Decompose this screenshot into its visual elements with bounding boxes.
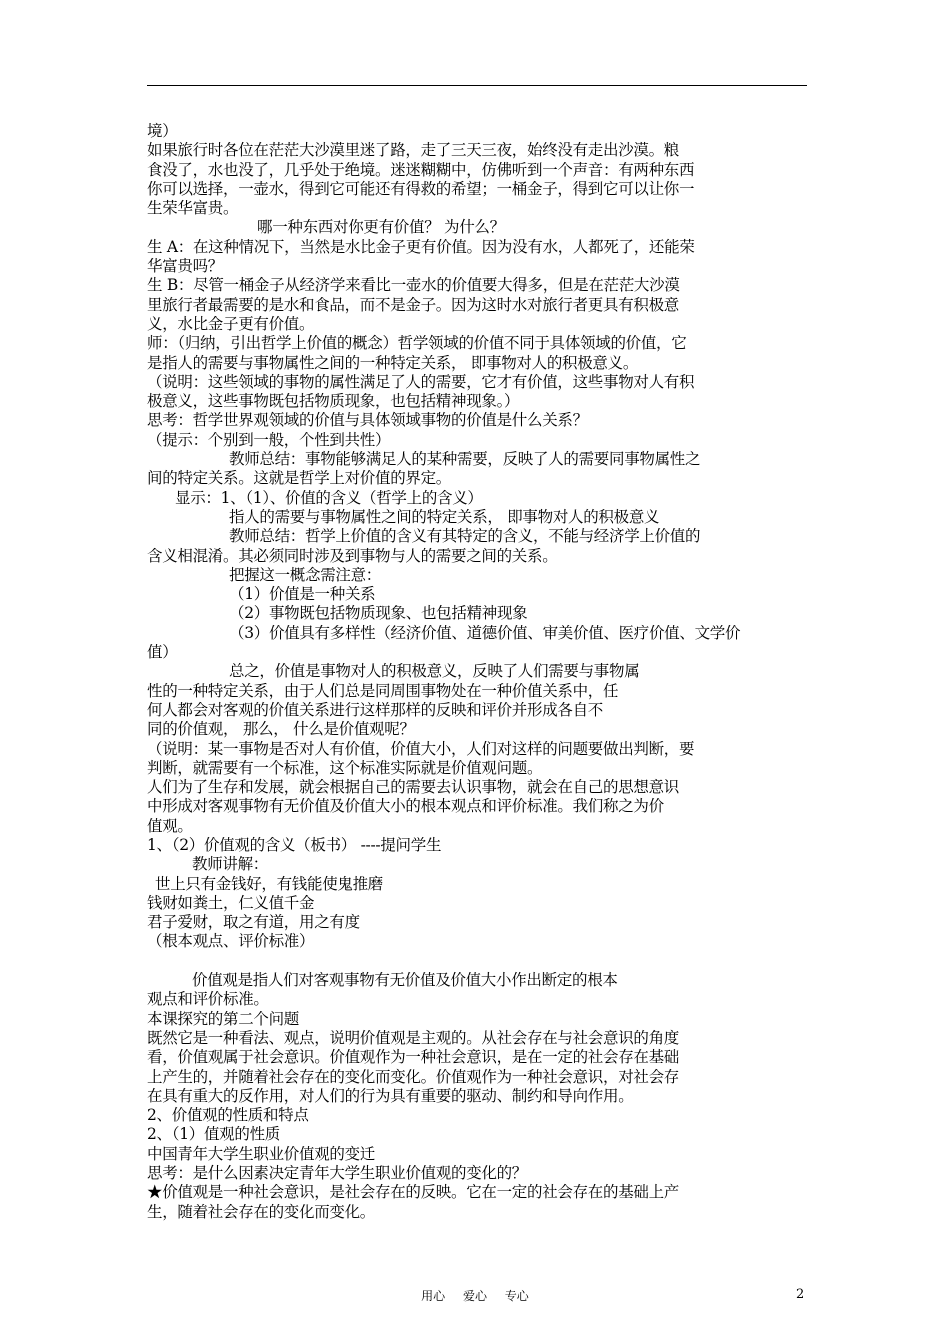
text-line: 看，价值观属于社会意识。价值观作为一种社会意识，是在一定的社会存在基础 <box>147 1048 680 1067</box>
text-line: 含义相混淆。其必须同时涉及到事物与人的需要之间的关系。 <box>147 546 558 565</box>
text-line: 生 A：在这种情况下，当然是水比金子更有价值。因为没有水，人都死了，还能荣 <box>147 237 695 256</box>
text-line: 间的特定关系。这就是哲学上对价值的界定。 <box>147 469 452 488</box>
document-body <box>147 122 812 1222</box>
text-line: 如果旅行时各位在茫茫大沙漠里迷了路，走了三天三夜，始终没有走出沙漠。粮 <box>147 141 680 160</box>
text-line: 同的价值观， 那么， 什么是价值观呢？ <box>147 720 415 739</box>
text-line: 师：（归纳，引出哲学上价值的概念）哲学领域的价值不同于具体领域的价值，它 <box>147 334 687 353</box>
text-line: 教师总结：哲学上价值的含义有其特定的含义，不能与经济学上价值的 <box>229 527 701 546</box>
text-line: 值观。 <box>147 816 193 835</box>
text-line: 义，水比金子更有价值。 <box>147 314 315 333</box>
text-line: 境） <box>147 122 178 140</box>
page-footer: 用心 爱心 专心 <box>421 1289 529 1303</box>
section-heading: 2、（1）值观的性质 <box>147 1125 280 1144</box>
text-line: 食没了，水也没了，几乎处于绝境。迷迷糊糊中，仿佛听到一个声音：有两种东西 <box>147 160 695 179</box>
header-rule <box>147 85 807 86</box>
text-line: （根本观点、评价标准） <box>147 932 315 951</box>
list-item: （2）事物既包括物质现象、也包括精神现象 <box>229 604 528 623</box>
text-line: 人们为了生存和发展，就会根据自己的需要去认识事物，就会在自己的思想意识 <box>147 778 680 797</box>
list-item: （3）价值具有多样性（经济价值、道德价值、审美价值、医疗价值、文学价 <box>229 623 741 642</box>
text-line: 显示：1、（1）、价值的含义（哲学上的含义） <box>175 488 483 507</box>
text-line: 把握这一概念需注意： <box>229 565 382 584</box>
text-line: 是指人的需要与事物属性之间的一种特定关系， 即事物对人的积极意义。 <box>147 353 639 372</box>
list-item: （1）价值是一种关系 <box>229 585 376 604</box>
text-line: 生 B：尽管一桶金子从经济学来看比一壶水的价值要大得多，但是在茫茫大沙漠 <box>147 276 680 295</box>
text-line: 值） <box>147 643 178 662</box>
text-line: 何人都会对客观的价值关系进行这样那样的反映和评价并形成各自不 <box>147 700 604 719</box>
section-heading: 2、价值观的性质和特点 <box>147 1106 309 1125</box>
quote-line: 世上只有金钱好，有钱能使鬼推磨 <box>155 874 384 893</box>
text-line: 中国青年大学生职业价值观的变迁 <box>147 1144 376 1163</box>
definition-line: 价值观是指人们对客观事物有无价值及价值大小作出断定的根本 <box>192 971 618 990</box>
text-line: 判断，就需要有一个标准，这个标准实际就是价值观问题。 <box>147 758 543 777</box>
text-line: 既然它是一种看法、观点，说明价值观是主观的。从社会存在与社会意识的角度 <box>147 1028 680 1047</box>
text-line: 思考：是什么因素决定青年大学生职业价值观的变化的？ <box>147 1164 528 1183</box>
text-line: 教师总结：事物能够满足人的某种需要，反映了人的需要同事物属性之 <box>229 450 701 469</box>
definition-line: 观点和评价标准。 <box>147 990 269 1009</box>
text-line: 华富贵吗？ <box>147 257 224 276</box>
quote-line: 君子爱财，取之有道，用之有度 <box>147 913 360 932</box>
page-number: 2 <box>796 1287 805 1302</box>
text-line: 教师讲解： <box>192 855 269 874</box>
text-line: 生，随着社会存在的变化而变化。 <box>147 1202 376 1221</box>
section-heading: 本课探究的第二个问题 <box>147 1009 300 1028</box>
text-line: 性的一种特定关系，由于人们总是同周围事物处在一种价值关系中，任 <box>147 681 619 700</box>
text-line: 里旅行者最需要的是水和食品，而不是金子。因为这时水对旅行者更具有积极意 <box>147 295 680 314</box>
question-line: 哪一种东西对你更有价值？ 为什么？ <box>257 218 505 237</box>
text-line: 极意义，这些事物既包括物质现象，也包括精神现象。） <box>147 392 520 411</box>
text-line: 总之，价值是事物对人的积极意义，反映了人们需要与事物属 <box>229 662 640 681</box>
text-line: 思考：哲学世界观领域的价值与具体领域事物的价值是什么关系？ <box>147 411 588 430</box>
quote-line: 钱财如粪土，仁义值千金 <box>147 893 315 912</box>
text-line: 生荣华富贵。 <box>147 199 239 218</box>
text-line: （提示：个别到一般，个性到共性） <box>147 430 391 449</box>
text-line: 在具有重大的反作用，对人们的行为具有重要的驱动、制约和导向作用。 <box>147 1086 634 1105</box>
text-line: ★价值观是一种社会意识，是社会存在的反映。它在一定的社会存在的基础上产 <box>147 1183 680 1202</box>
section-heading: 1、（2）价值观的含义（板书） ----提问学生 <box>147 835 442 854</box>
text-line: （说明：这些领域的事物的属性满足了人的需要，它才有价值，这些事物对人有积 <box>147 372 695 391</box>
text-line: 指人的需要与事物属性之间的特定关系， 即事物对人的积极意义 <box>229 507 660 526</box>
text-line: 你可以选择，一壶水，得到它可能还有得救的希望；一桶金子，得到它可以让你一 <box>147 179 695 198</box>
blank-line <box>147 952 812 971</box>
text-line: 中形成对客观事物有无价值及价值大小的根本观点和评价标准。我们称之为价 <box>147 797 664 816</box>
text-line: 上产生的，并随着社会存在的变化而变化。价值观作为一种社会意识，对社会存 <box>147 1067 680 1086</box>
text-line: （说明：某一事物是否对人有价值，价值大小，人们对这样的问题要做出判断，要 <box>147 739 695 758</box>
